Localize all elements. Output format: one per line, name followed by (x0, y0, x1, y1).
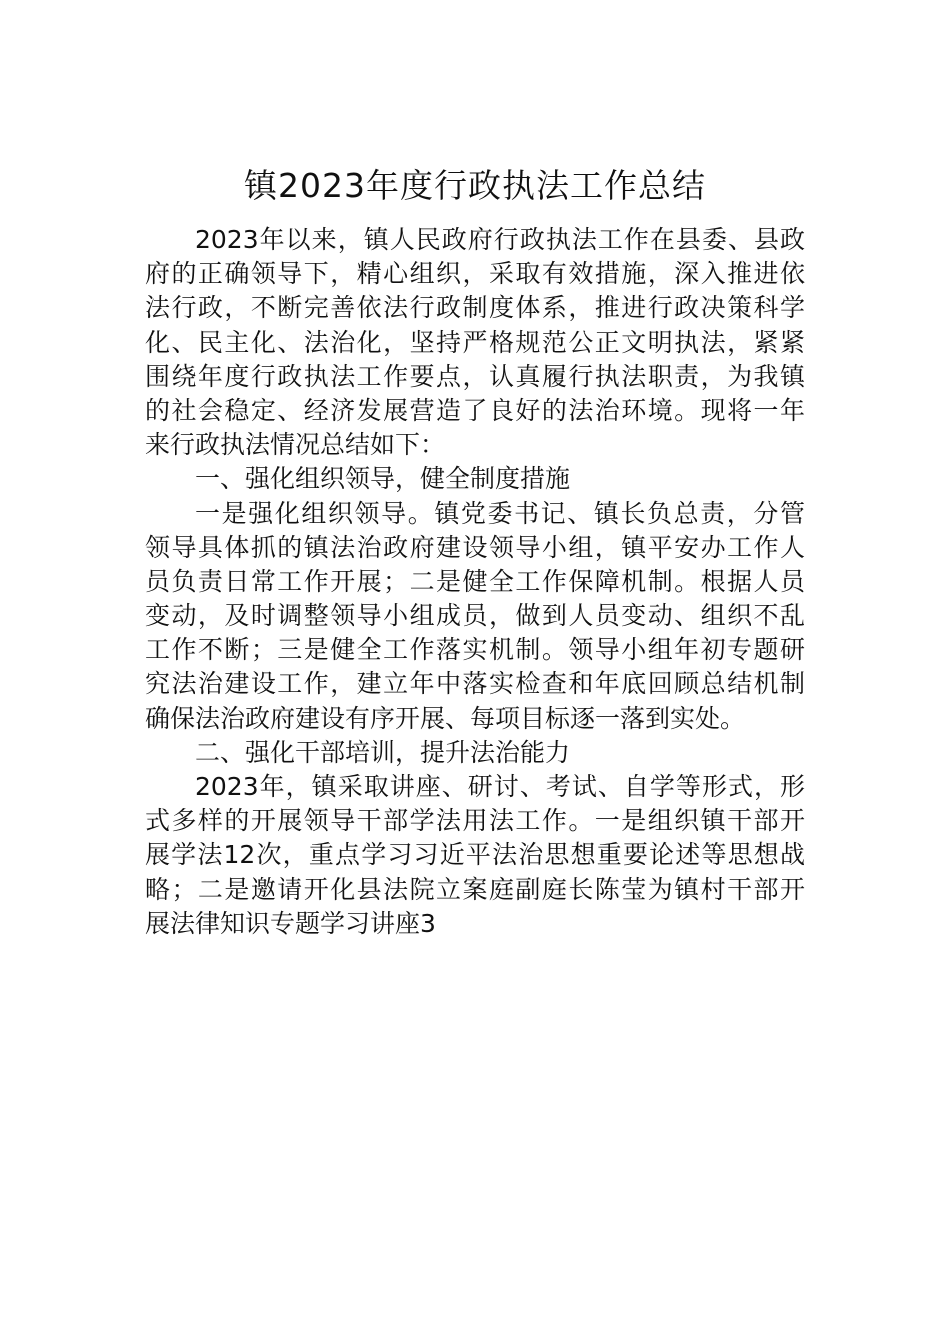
text-line: 化、民主化、法治化，坚持严格规范公正文明执法，紧紧 (145, 327, 805, 357)
paragraph-intro (145, 223, 805, 462)
section-heading-text: 二、强化干部培训，提升法治能力 (195, 737, 571, 767)
paragraph-training (145, 770, 805, 941)
text-line: 法行政，不断完善依法行政制度体系，推进行政决策科学 (145, 293, 805, 323)
document-title: 镇2023年度行政执法工作总结 (244, 166, 706, 205)
text-line: 一是强化组织领导。镇党委书记、镇长负总责，分管 (195, 498, 805, 528)
section-heading-text: 一、强化组织领导，健全制度措施 (195, 464, 571, 494)
section-heading-1 (145, 462, 805, 496)
text-line: 究法治建设工作，建立年中落实检查和年底回顾总结机制 (145, 669, 805, 699)
text-line: 来行政执法情况总结如下： (145, 430, 446, 460)
text-line: 员负责日常工作开展；二是健全工作保障机制。根据人员 (145, 566, 805, 596)
text-line: 的社会稳定、经济发展营造了良好的法治环境。现将一年 (145, 395, 805, 425)
text-line: 2023年，镇采取讲座、研讨、考试、自学等形式，形 (195, 772, 805, 801)
text-line: 展法律知识专题学习讲座3 (145, 908, 436, 938)
text-line: 工作不断；三是健全工作落实机制。领导小组年初专题研 (145, 635, 805, 665)
text-line: 确保法治政府建设有序开展、每项目标逐一落到实处。 (145, 703, 746, 733)
text-line: 略；二是邀请开化县法院立案庭副庭长陈莹为镇村干部开 (145, 874, 805, 904)
text-line: 2023年以来，镇人民政府行政执法工作在县委、县政 (195, 225, 805, 254)
text-line: 展学法12次，重点学习习近平法治思想重要论述等思想战 (145, 840, 805, 870)
text-line: 府的正确领导下，精心组织，采取有效措施，深入推进依 (145, 259, 805, 289)
paragraph-organization (145, 497, 805, 736)
section-heading-2 (145, 736, 805, 770)
text-line: 领导具体抓的镇法治政府建设领导小组，镇平安办工作人 (145, 532, 805, 562)
text-line: 式多样的开展领导干部学法用法工作。一是组织镇干部开 (145, 806, 805, 836)
document-body (145, 223, 805, 941)
text-line: 围绕年度行政执法工作要点，认真履行执法职责，为我镇 (145, 361, 805, 391)
text-line: 变动，及时调整领导小组成员，做到人员变动、组织不乱 (145, 601, 805, 631)
